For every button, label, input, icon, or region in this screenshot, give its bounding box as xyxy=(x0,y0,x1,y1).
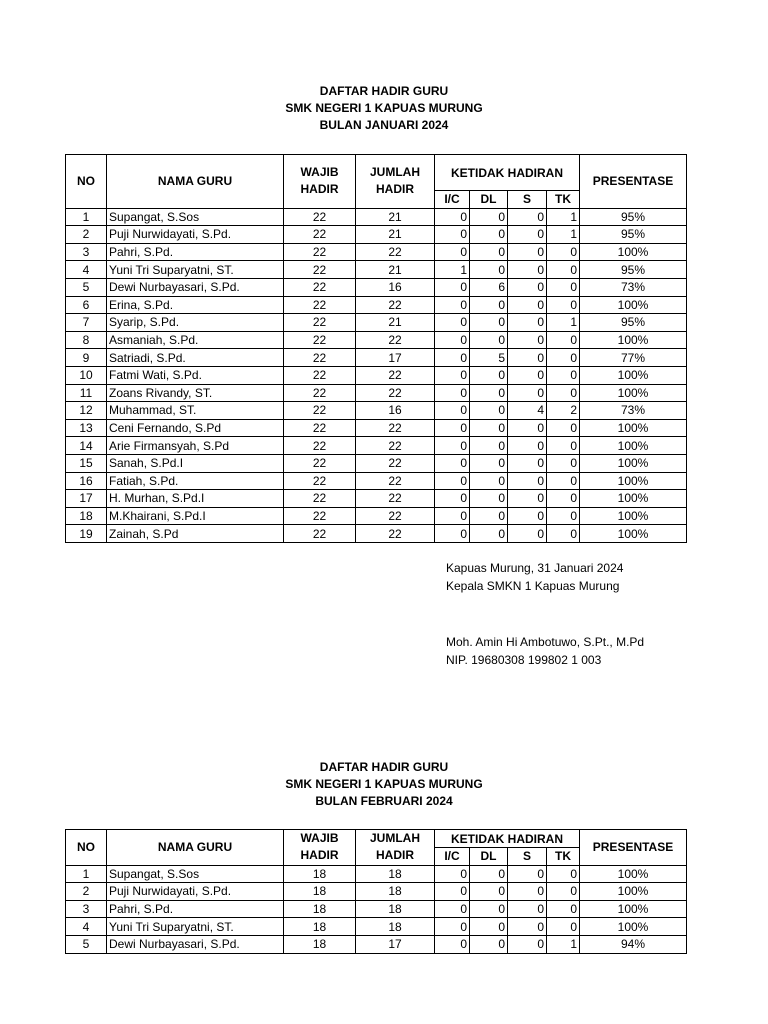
row-ic: 0 xyxy=(435,208,470,226)
row-ic: 0 xyxy=(435,366,470,384)
row-wajib-hadir: 22 xyxy=(284,331,356,349)
row-ic: 0 xyxy=(435,490,470,508)
header-wajib-line1: WAJIB xyxy=(300,831,339,846)
row-tk: 0 xyxy=(547,278,580,296)
row-s: 0 xyxy=(508,366,547,384)
row-ic: 0 xyxy=(435,525,470,543)
row-tk: 1 xyxy=(547,208,580,226)
header-nama-guru: NAMA GURU xyxy=(107,155,284,209)
header-jumlah-line2: HADIR xyxy=(376,848,414,863)
row-wajib-hadir: 22 xyxy=(284,437,356,455)
header-s: S xyxy=(508,848,547,866)
row-nama-guru: Dewi Nurbayasari, S.Pd. xyxy=(107,278,284,296)
row-s: 0 xyxy=(508,278,547,296)
attendance-table-february xyxy=(65,829,687,954)
row-no: 1 xyxy=(66,208,107,226)
row-ic: 0 xyxy=(435,900,470,918)
table-row xyxy=(66,261,687,279)
row-wajib-hadir: 22 xyxy=(284,490,356,508)
row-dl: 0 xyxy=(470,402,508,420)
header-wajib-line1: WAJIB xyxy=(300,165,339,180)
row-presentase: 95% xyxy=(580,261,687,279)
row-s: 0 xyxy=(508,900,547,918)
row-tk: 0 xyxy=(547,900,580,918)
row-s: 0 xyxy=(508,865,547,883)
header-no: NO xyxy=(66,155,107,209)
row-dl: 0 xyxy=(470,507,508,525)
row-tk: 1 xyxy=(547,226,580,244)
row-ic: 0 xyxy=(435,226,470,244)
row-dl: 0 xyxy=(470,883,508,901)
title-line-3: BULAN FEBRUARI 2024 xyxy=(315,794,453,808)
table-row xyxy=(66,935,687,953)
row-wajib-hadir: 22 xyxy=(284,226,356,244)
row-presentase: 73% xyxy=(580,278,687,296)
row-s: 0 xyxy=(508,243,547,261)
row-presentase: 100% xyxy=(580,472,687,490)
row-no: 3 xyxy=(66,243,107,261)
title-january xyxy=(0,83,768,134)
row-s: 0 xyxy=(508,883,547,901)
row-jumlah-hadir: 17 xyxy=(356,935,435,953)
row-no: 13 xyxy=(66,419,107,437)
row-jumlah-hadir: 22 xyxy=(356,296,435,314)
header-ic: I/C xyxy=(435,191,470,209)
row-nama-guru: M.Khairani, S.Pd.I xyxy=(107,507,284,525)
row-wajib-hadir: 22 xyxy=(284,243,356,261)
row-ic: 0 xyxy=(435,296,470,314)
row-s: 0 xyxy=(508,226,547,244)
header-ic: I/C xyxy=(435,848,470,866)
row-tk: 0 xyxy=(547,437,580,455)
row-nama-guru: Dewi Nurbayasari, S.Pd. xyxy=(107,935,284,953)
attendance-table-january xyxy=(65,154,687,543)
row-nama-guru: Yuni Tri Suparyatni, ST. xyxy=(107,261,284,279)
header-jumlah-hadir xyxy=(356,155,435,209)
row-jumlah-hadir: 22 xyxy=(356,472,435,490)
row-no: 10 xyxy=(66,366,107,384)
row-wajib-hadir: 18 xyxy=(284,935,356,953)
row-s: 0 xyxy=(508,314,547,332)
row-nama-guru: Yuni Tri Suparyatni, ST. xyxy=(107,918,284,936)
row-jumlah-hadir: 18 xyxy=(356,883,435,901)
row-dl: 0 xyxy=(470,296,508,314)
row-wajib-hadir: 22 xyxy=(284,278,356,296)
table-row xyxy=(66,454,687,472)
row-s: 0 xyxy=(508,454,547,472)
row-wajib-hadir: 22 xyxy=(284,507,356,525)
header-ketidak-hadiran: KETIDAK HADIRAN xyxy=(435,155,580,191)
row-no: 7 xyxy=(66,314,107,332)
row-ic: 0 xyxy=(435,349,470,367)
row-no: 9 xyxy=(66,349,107,367)
row-ic: 0 xyxy=(435,437,470,455)
row-ic: 0 xyxy=(435,454,470,472)
row-s: 0 xyxy=(508,419,547,437)
row-s: 0 xyxy=(508,525,547,543)
row-tk: 0 xyxy=(547,384,580,402)
row-no: 8 xyxy=(66,331,107,349)
table-row xyxy=(66,226,687,244)
row-no: 1 xyxy=(66,865,107,883)
row-nama-guru: Fatmi Wati, S.Pd. xyxy=(107,366,284,384)
row-s: 0 xyxy=(508,918,547,936)
row-wajib-hadir: 22 xyxy=(284,525,356,543)
signature-place-date: Kapuas Murung, 31 Januari 2024 xyxy=(446,561,624,575)
row-dl: 0 xyxy=(470,525,508,543)
row-jumlah-hadir: 17 xyxy=(356,349,435,367)
row-presentase: 100% xyxy=(580,507,687,525)
row-wajib-hadir: 22 xyxy=(284,208,356,226)
table-row xyxy=(66,437,687,455)
signature-nip: NIP. 19680308 199802 1 003 xyxy=(446,652,602,667)
header-wajib-line2: HADIR xyxy=(300,848,339,863)
row-jumlah-hadir: 21 xyxy=(356,208,435,226)
table-row xyxy=(66,883,687,901)
row-presentase: 95% xyxy=(580,314,687,332)
row-wajib-hadir: 22 xyxy=(284,314,356,332)
row-ic: 0 xyxy=(435,243,470,261)
row-ic: 0 xyxy=(435,314,470,332)
row-nama-guru: Arie Firmansyah, S.Pd xyxy=(107,437,284,455)
row-tk: 0 xyxy=(547,419,580,437)
header-tk: TK xyxy=(547,191,580,209)
table-row xyxy=(66,525,687,543)
row-no: 4 xyxy=(66,918,107,936)
table-row xyxy=(66,918,687,936)
signature-name: Moh. Amin Hi Ambotuwo, S.Pt., M.Pd xyxy=(446,635,645,649)
row-nama-guru: Puji Nurwidayati, S.Pd. xyxy=(107,883,284,901)
row-presentase: 100% xyxy=(580,900,687,918)
row-nama-guru: Asmaniah, S.Pd. xyxy=(107,331,284,349)
header-wajib-hadir xyxy=(284,830,356,866)
row-nama-guru: Syarip, S.Pd. xyxy=(107,314,284,332)
header-jumlah-line1: JUMLAH xyxy=(370,165,420,180)
row-no: 18 xyxy=(66,507,107,525)
row-tk: 1 xyxy=(547,314,580,332)
row-s: 0 xyxy=(508,490,547,508)
table-row xyxy=(66,490,687,508)
row-tk: 0 xyxy=(547,349,580,367)
row-jumlah-hadir: 22 xyxy=(356,507,435,525)
row-dl: 0 xyxy=(470,865,508,883)
row-tk: 2 xyxy=(547,402,580,420)
row-ic: 0 xyxy=(435,883,470,901)
row-jumlah-hadir: 22 xyxy=(356,331,435,349)
row-tk: 0 xyxy=(547,490,580,508)
row-jumlah-hadir: 21 xyxy=(356,314,435,332)
row-dl: 5 xyxy=(470,349,508,367)
row-presentase: 100% xyxy=(580,437,687,455)
row-jumlah-hadir: 16 xyxy=(356,278,435,296)
header-presentase: PRESENTASE xyxy=(580,155,687,209)
row-no: 11 xyxy=(66,384,107,402)
row-tk: 0 xyxy=(547,243,580,261)
row-presentase: 100% xyxy=(580,331,687,349)
row-presentase: 95% xyxy=(580,208,687,226)
row-s: 0 xyxy=(508,935,547,953)
table-row xyxy=(66,507,687,525)
table-row xyxy=(66,278,687,296)
row-tk: 0 xyxy=(547,507,580,525)
row-wajib-hadir: 22 xyxy=(284,261,356,279)
row-no: 5 xyxy=(66,278,107,296)
table-row xyxy=(66,384,687,402)
row-ic: 0 xyxy=(435,419,470,437)
row-jumlah-hadir: 21 xyxy=(356,226,435,244)
table-row xyxy=(66,349,687,367)
row-ic: 0 xyxy=(435,384,470,402)
row-dl: 0 xyxy=(470,208,508,226)
header-wajib-line2: HADIR xyxy=(300,182,339,197)
row-s: 0 xyxy=(508,208,547,226)
row-no: 16 xyxy=(66,472,107,490)
row-dl: 0 xyxy=(470,490,508,508)
row-dl: 0 xyxy=(470,314,508,332)
row-wajib-hadir: 18 xyxy=(284,865,356,883)
table-row xyxy=(66,331,687,349)
row-presentase: 100% xyxy=(580,419,687,437)
row-dl: 0 xyxy=(470,918,508,936)
row-wajib-hadir: 22 xyxy=(284,296,356,314)
row-s: 0 xyxy=(508,437,547,455)
row-wajib-hadir: 22 xyxy=(284,419,356,437)
row-jumlah-hadir: 21 xyxy=(356,261,435,279)
title-line-2: SMK NEGERI 1 KAPUAS MURUNG xyxy=(285,777,483,791)
row-tk: 0 xyxy=(547,454,580,472)
row-s: 0 xyxy=(508,507,547,525)
row-no: 19 xyxy=(66,525,107,543)
row-jumlah-hadir: 22 xyxy=(356,454,435,472)
row-jumlah-hadir: 18 xyxy=(356,865,435,883)
row-no: 2 xyxy=(66,883,107,901)
row-wajib-hadir: 22 xyxy=(284,384,356,402)
row-jumlah-hadir: 22 xyxy=(356,437,435,455)
header-nama-guru: NAMA GURU xyxy=(107,830,284,866)
row-dl: 0 xyxy=(470,900,508,918)
row-nama-guru: Pahri, S.Pd. xyxy=(107,243,284,261)
row-no: 17 xyxy=(66,490,107,508)
row-no: 2 xyxy=(66,226,107,244)
title-february xyxy=(0,759,768,810)
row-presentase: 100% xyxy=(580,384,687,402)
table-row xyxy=(66,865,687,883)
row-tk: 1 xyxy=(547,935,580,953)
row-tk: 0 xyxy=(547,472,580,490)
table-row xyxy=(66,900,687,918)
row-nama-guru: Zoans Rivandy, ST. xyxy=(107,384,284,402)
table-row xyxy=(66,296,687,314)
row-nama-guru: Pahri, S.Pd. xyxy=(107,900,284,918)
row-no: 14 xyxy=(66,437,107,455)
row-wajib-hadir: 18 xyxy=(284,918,356,936)
signature-name-block xyxy=(446,634,644,669)
row-ic: 0 xyxy=(435,278,470,296)
row-jumlah-hadir: 22 xyxy=(356,419,435,437)
header-dl: DL xyxy=(470,191,508,209)
row-tk: 0 xyxy=(547,865,580,883)
row-nama-guru: Sanah, S.Pd.I xyxy=(107,454,284,472)
row-nama-guru: Satriadi, S.Pd. xyxy=(107,349,284,367)
row-wajib-hadir: 22 xyxy=(284,349,356,367)
row-nama-guru: H. Murhan, S.Pd.I xyxy=(107,490,284,508)
row-nama-guru: Erina, S.Pd. xyxy=(107,296,284,314)
row-nama-guru: Supangat, S.Sos xyxy=(107,865,284,883)
row-s: 0 xyxy=(508,296,547,314)
row-jumlah-hadir: 18 xyxy=(356,918,435,936)
row-nama-guru: Puji Nurwidayati, S.Pd. xyxy=(107,226,284,244)
row-no: 5 xyxy=(66,935,107,953)
row-presentase: 100% xyxy=(580,883,687,901)
row-presentase: 100% xyxy=(580,525,687,543)
row-dl: 0 xyxy=(470,331,508,349)
row-presentase: 100% xyxy=(580,490,687,508)
header-jumlah-line1: JUMLAH xyxy=(370,831,420,846)
row-nama-guru: Supangat, S.Sos xyxy=(107,208,284,226)
table-row xyxy=(66,243,687,261)
row-wajib-hadir: 18 xyxy=(284,883,356,901)
row-wajib-hadir: 22 xyxy=(284,454,356,472)
row-dl: 0 xyxy=(470,454,508,472)
row-dl: 0 xyxy=(470,261,508,279)
row-ic: 0 xyxy=(435,402,470,420)
row-tk: 0 xyxy=(547,331,580,349)
row-s: 0 xyxy=(508,331,547,349)
row-s: 4 xyxy=(508,402,547,420)
header-wajib-hadir xyxy=(284,155,356,209)
row-dl: 0 xyxy=(470,419,508,437)
header-no: NO xyxy=(66,830,107,866)
table-row xyxy=(66,402,687,420)
row-nama-guru: Muhammad, ST. xyxy=(107,402,284,420)
title-line-1: DAFTAR HADIR GURU xyxy=(319,84,449,98)
header-tk: TK xyxy=(547,848,580,866)
row-tk: 0 xyxy=(547,366,580,384)
row-nama-guru: Fatiah, S.Pd. xyxy=(107,472,284,490)
row-no: 12 xyxy=(66,402,107,420)
title-line-3: BULAN JANUARI 2024 xyxy=(319,118,449,132)
row-nama-guru: Ceni Fernando, S.Pd xyxy=(107,419,284,437)
title-line-2: SMK NEGERI 1 KAPUAS MURUNG xyxy=(285,101,483,115)
row-jumlah-hadir: 22 xyxy=(356,384,435,402)
title-line-1: DAFTAR HADIR GURU xyxy=(319,760,449,774)
row-ic: 0 xyxy=(435,507,470,525)
row-dl: 0 xyxy=(470,384,508,402)
row-presentase: 100% xyxy=(580,454,687,472)
row-ic: 1 xyxy=(435,261,470,279)
row-presentase: 100% xyxy=(580,296,687,314)
table-row xyxy=(66,314,687,332)
row-nama-guru: Zainah, S.Pd xyxy=(107,525,284,543)
row-presentase: 100% xyxy=(580,366,687,384)
row-presentase: 100% xyxy=(580,865,687,883)
row-s: 0 xyxy=(508,349,547,367)
row-dl: 0 xyxy=(470,472,508,490)
header-jumlah-line2: HADIR xyxy=(376,182,414,197)
row-jumlah-hadir: 22 xyxy=(356,243,435,261)
row-wajib-hadir: 22 xyxy=(284,472,356,490)
header-jumlah-hadir xyxy=(356,830,435,866)
row-wajib-hadir: 22 xyxy=(284,402,356,420)
row-tk: 0 xyxy=(547,918,580,936)
header-s: S xyxy=(508,191,547,209)
row-presentase: 94% xyxy=(580,935,687,953)
row-s: 0 xyxy=(508,384,547,402)
row-ic: 0 xyxy=(435,331,470,349)
row-presentase: 95% xyxy=(580,226,687,244)
header-ketidak-hadiran: KETIDAK HADIRAN xyxy=(435,830,580,848)
row-presentase: 100% xyxy=(580,918,687,936)
table-row xyxy=(66,366,687,384)
row-no: 4 xyxy=(66,261,107,279)
row-no: 15 xyxy=(66,454,107,472)
row-ic: 0 xyxy=(435,918,470,936)
row-s: 0 xyxy=(508,261,547,279)
row-ic: 0 xyxy=(435,935,470,953)
row-wajib-hadir: 22 xyxy=(284,366,356,384)
row-dl: 0 xyxy=(470,935,508,953)
header-presentase: PRESENTASE xyxy=(580,830,687,866)
row-dl: 6 xyxy=(470,278,508,296)
row-ic: 0 xyxy=(435,865,470,883)
table-row xyxy=(66,472,687,490)
row-tk: 0 xyxy=(547,261,580,279)
row-tk: 0 xyxy=(547,883,580,901)
row-dl: 0 xyxy=(470,366,508,384)
row-ic: 0 xyxy=(435,472,470,490)
header-dl: DL xyxy=(470,848,508,866)
row-jumlah-hadir: 18 xyxy=(356,900,435,918)
signature-position: Kepala SMKN 1 Kapuas Murung xyxy=(446,578,620,593)
row-dl: 0 xyxy=(470,437,508,455)
row-jumlah-hadir: 22 xyxy=(356,366,435,384)
row-tk: 0 xyxy=(547,525,580,543)
row-jumlah-hadir: 22 xyxy=(356,525,435,543)
row-jumlah-hadir: 16 xyxy=(356,402,435,420)
row-dl: 0 xyxy=(470,243,508,261)
table-row xyxy=(66,419,687,437)
row-tk: 0 xyxy=(547,296,580,314)
row-presentase: 77% xyxy=(580,349,687,367)
row-no: 6 xyxy=(66,296,107,314)
row-wajib-hadir: 18 xyxy=(284,900,356,918)
row-presentase: 100% xyxy=(580,243,687,261)
row-s: 0 xyxy=(508,472,547,490)
signature-block xyxy=(446,560,623,595)
table-row xyxy=(66,208,687,226)
row-jumlah-hadir: 22 xyxy=(356,490,435,508)
row-no: 3 xyxy=(66,900,107,918)
row-dl: 0 xyxy=(470,226,508,244)
row-presentase: 73% xyxy=(580,402,687,420)
